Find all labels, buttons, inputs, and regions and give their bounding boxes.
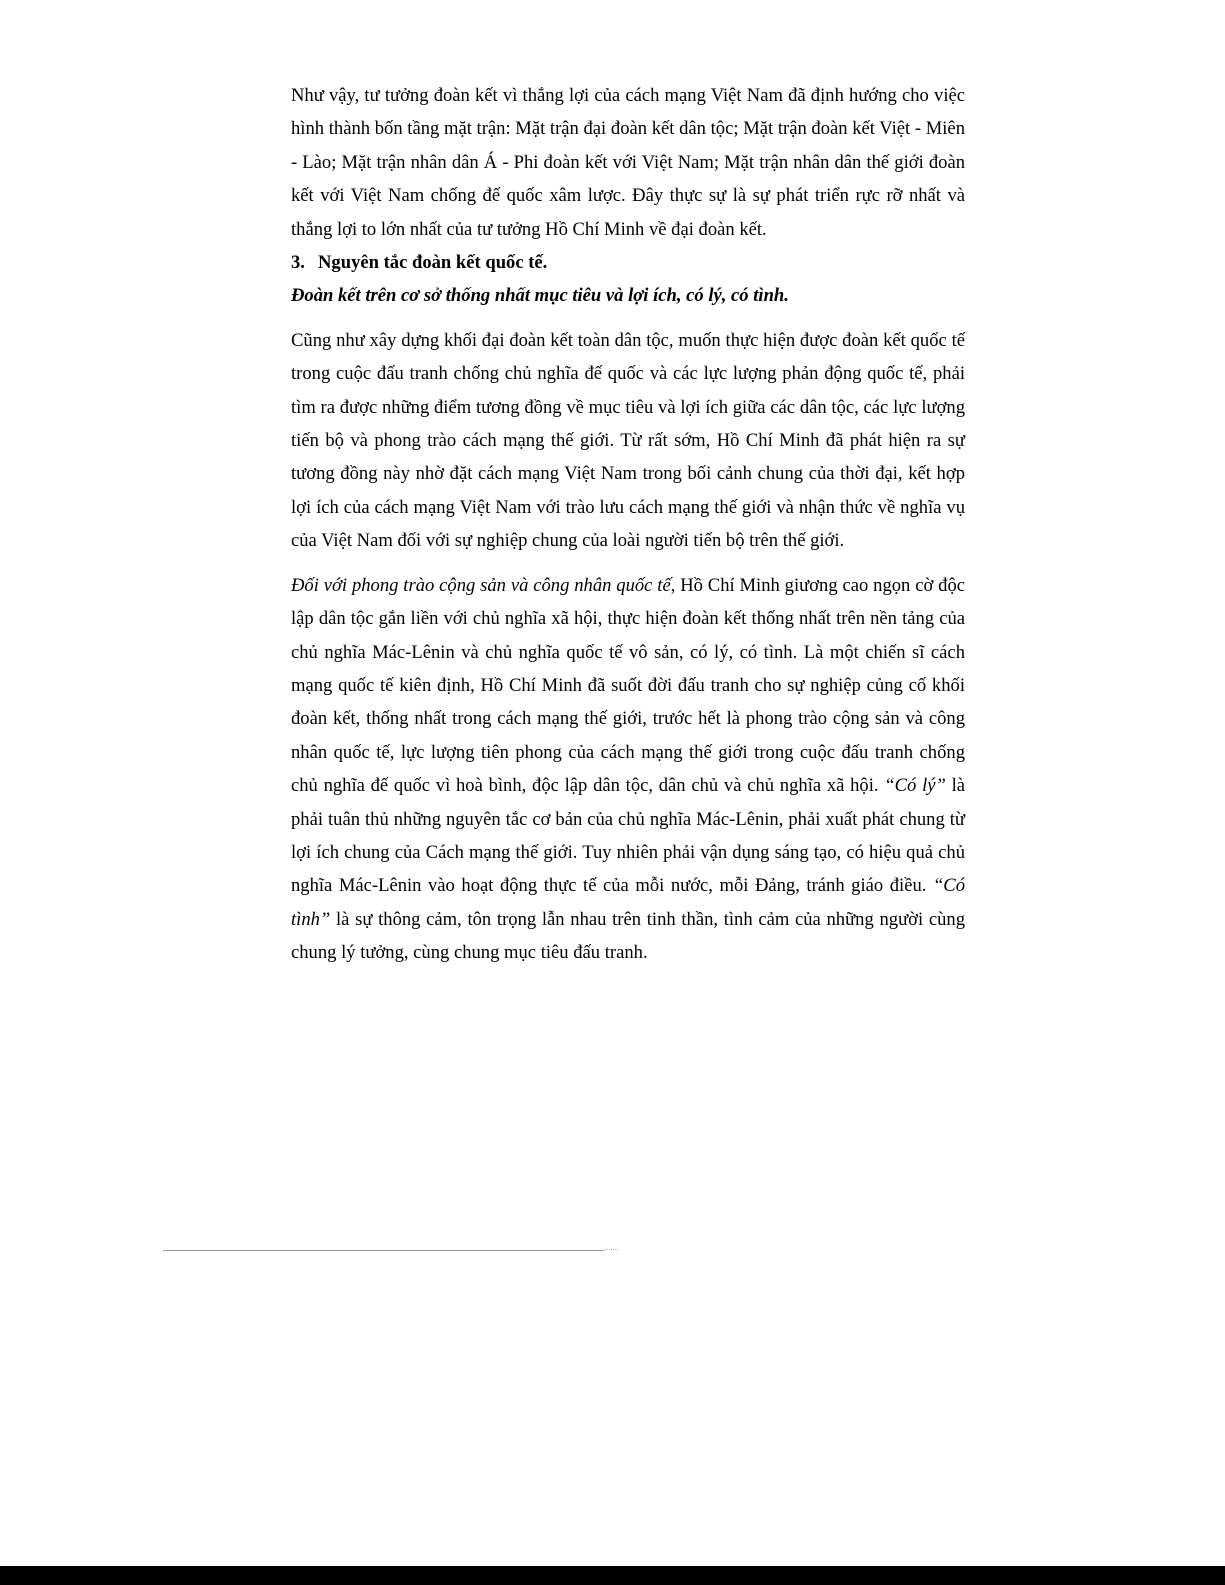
body-paragraph-1: Cũng như xây dựng khối đại đoàn kết toàn dân tộc, muốn thực hiện được đoàn kết quốc tế trong cuộc đấu tranh chống chủ nghĩa đế quốc và các lực lượng phản động quốc tế, phải tìm ra được những điểm tương đồng về mục tiêu và lợi ích giữa các dân tộc, các lực lượng tiến bộ và phong trào cách mạng thế giới. Từ rất sớm, Hồ Chí Minh đã phát hiện ra sự tương đồng này nhờ đặt cách mạng Việt Nam trong bối cảnh chung của thời đại, kết hợp lợi ích của cách mạng Việt Nam với trào lưu cách mạng thế giới và nhận thức về nghĩa vụ của Việt Nam đối với sự nghiệp chung của loài người tiến bộ trên thế giới. <box>291 329 965 552</box>
section-heading <box>291 246 965 279</box>
section-title: Nguyên tắc đoàn kết quốc tế. <box>318 252 548 274</box>
paragraph-text-part-1: , Hồ Chí Minh giương cao ngọn cờ độc lập dân tộc gắn liền với chủ nghĩa xã hội, thực hiện đoàn kết thống nhất trên nền tảng của chủ nghĩa Mác-Lênin và chủ nghĩa quốc tế vô sản, có lý, có tình. Là một chiến sĩ cách mạng quốc tế kiên định, Hồ Chí Minh đã suốt đời đấu tranh cho sự nghiệp củng cố khối đoàn kết, thống nhất trong cách mạng thế giới, trước hết là phong trào cộng sản và công nhân quốc tế, lực lượng tiên phong của cách mạng thế giới trong cuộc đấu tranh chống chủ nghĩa đế quốc vì hoà bình, độc lập dân tộc, dân chủ và chủ nghĩa xã hội. <box>291 574 965 797</box>
section-number: 3. <box>291 252 305 274</box>
quote-co-tinh: “Có tình” <box>291 875 965 930</box>
document-body <box>291 79 965 970</box>
page-bottom-edge <box>0 1566 1225 1585</box>
footnote-separator <box>163 1250 604 1251</box>
intro-paragraph: Như vậy, tư tưởng đoàn kết vì thắng lợi của cách mạng Việt Nam đã định hướng cho việc hình thành bốn tầng mặt trận: Mặt trận đại đoàn kết dân tộc; Mặt trận đoàn kết Việt - Miên - Lào; Mặt trận nhân dân Á - Phi đoàn kết với Việt Nam; Mặt trận nhân dân thế giới đoàn kết với Việt Nam chống đế quốc xâm lược. Đây thực sự là sự phát triển rực rỡ nhất và thắng lợi to lớn nhất của tư tưởng Hồ Chí Minh về đại đoàn kết. <box>291 85 965 240</box>
paragraph-lead-italic: Đối với phong trào cộng sản và công nhân quốc tế <box>291 574 671 596</box>
footnote-separator-dots <box>604 1249 618 1252</box>
body-paragraph-2 <box>291 569 965 970</box>
paragraph-text-part-3: là sự thông cảm, tôn trọng lẫn nhau trên tinh thần, tình cảm của những người cùng chung lý tưởng, cùng chung mục tiêu đấu tranh. <box>291 908 965 964</box>
quote-co-ly: “Có lý” <box>884 775 946 797</box>
subheading: Đoàn kết trên cơ sở thống nhất mục tiêu và lợi ích, có lý, có tình. <box>291 285 789 307</box>
paragraph-text-part-2: là phải tuân thủ những nguyên tắc cơ bản của chủ nghĩa Mác-Lênin, phải xuất phát chung từ lợi ích chung của Cách mạng thế giới. Tuy nhiên phải vận dụng sáng tạo, có hiệu quả chủ nghĩa Mác-Lênin vào hoạt động thực tế của mỗi nước, mỗi Đảng, tránh giáo điều. <box>291 775 966 897</box>
